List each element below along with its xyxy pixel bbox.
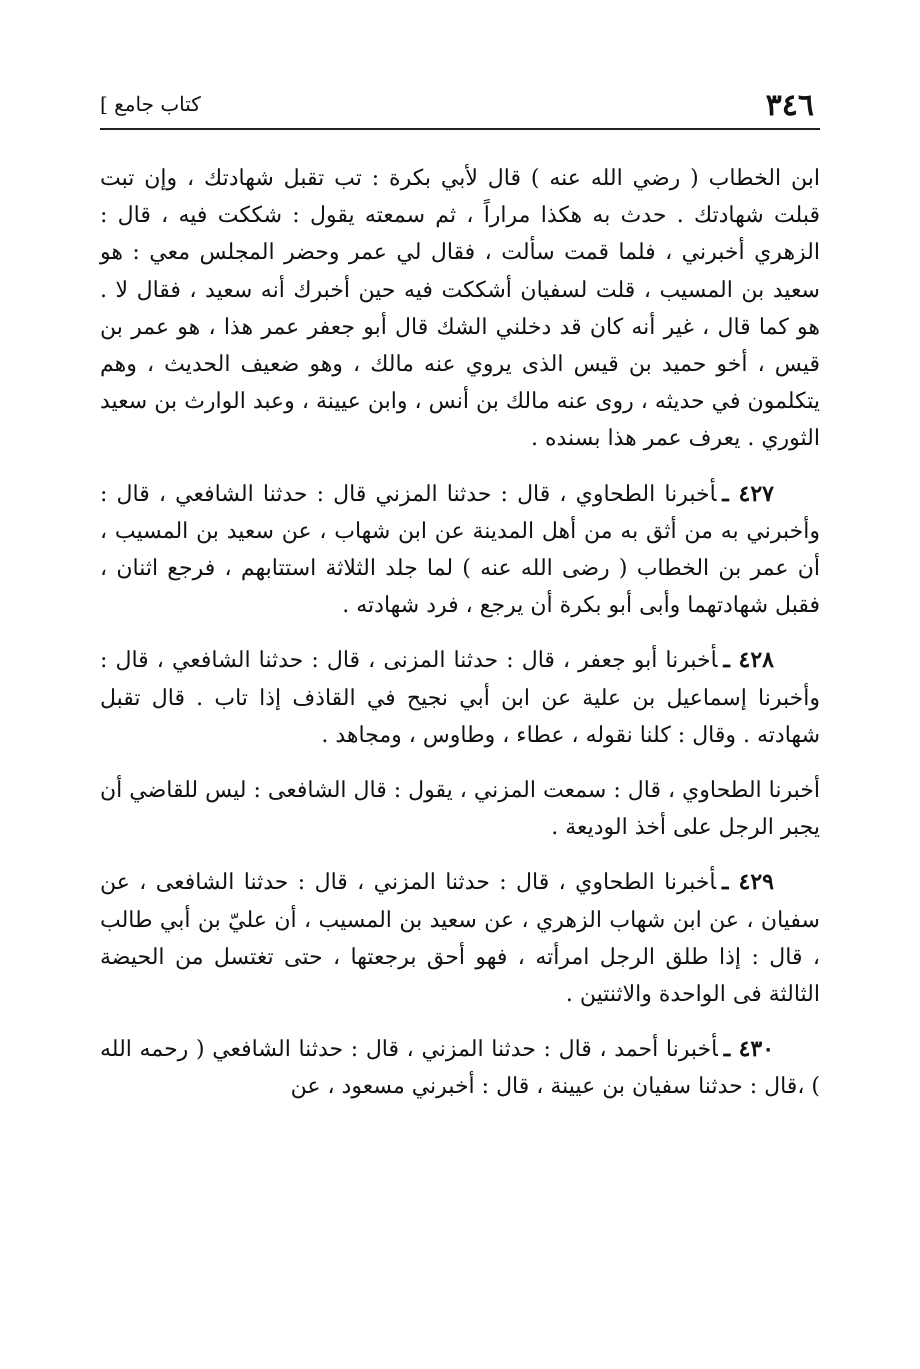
paragraph-text: ابن الخطاب ( رضي الله عنه ) قال لأبي بكرة : تب تقبل شهادتك ، وإن تبت قبلت شهادتك . حدث به هكذا مراراً ، ثم سمعته يقول : شككت فيه ، قال : الزهري أخبرني ، فلما قمت سألت ، فقال لي عمر وحضر المجلس معي : هو سعيد بن المسيب ، قلت لسفيان أشككت فيه حين أخبرك أنه سعيد ، فقال لا . هو كما قال ، غير أنه كان قد دخلني الشك قال أبو جعفر عمر هذا ، هو عمر بن قيس ، أخو حميد بن قيس الذى يروي عنه مالك ، وهو ضعيف الحديث ، وهم يتكلمون في حديثه ، روى عنه مالك بن أنس ، وابن عيينة ، وعبد الوارث بن سعيد الثوري . يعرف عمر هذا بسنده .	[100, 166, 820, 452]
hadith-427	[100, 476, 820, 625]
note-paragraph	[100, 772, 820, 846]
page-header	[100, 84, 820, 130]
hadith-number: ٤٢٨ ـ	[723, 647, 774, 674]
hadith-number: ٤٢٩ ـ	[722, 869, 774, 896]
page-number: ٣٤٦	[765, 88, 814, 123]
paragraph-text: أخبرنا أبو جعفر ، قال : حدثنا المزنى ، قال : حدثنا الشافعي ، قال : وأخبرنا إسماعيل بن علية عن ابن أبي نجيح في القاذف إذا تاب . قال تقبل شهادته . وقال : كلنا نقوله ، عطاء ، وطاوس ، ومجاهد .	[100, 648, 820, 748]
paragraph-text: أخبرنا أحمد ، قال : حدثنا المزني ، قال : حدثنا الشافعي ( رحمه الله ) ،قال : حدثنا سفيان بن عيينة ، قال : أخبرني مسعود ، عن	[100, 1037, 820, 1100]
hadith-429	[100, 864, 820, 1013]
running-title: كتاب جامع ]	[100, 92, 201, 116]
page-body	[100, 160, 820, 1106]
paragraph-continued	[100, 160, 820, 458]
hadith-number: ٤٢٧ ـ	[722, 480, 774, 507]
hadith-number: ٤٣٠ ـ	[723, 1036, 775, 1063]
paragraph-text: أخبرنا الطحاوي ، قال : سمعت المزني ، يقول : قال الشافعى : ليس للقاضي أن يجبر الرجل على أخذ الوديعة .	[100, 778, 820, 841]
hadith-428	[100, 642, 820, 754]
paragraph-text: أخبرنا الطحاوي ، قال : حدثنا المزني ، قال : حدثنا الشافعى ، عن سفيان ، عن ابن شهاب الزهري ، عن سعيد بن المسيب ، أن عليّ بن أبي طالب ، قال : إذا طلق الرجل امرأته ، فهو أحق برجعتها ، حتى تغتسل من الحيضة الثالثة فى الواحدة والاثنتين .	[100, 870, 820, 1008]
hadith-430	[100, 1031, 820, 1105]
paragraph-text: أخبرنا الطحاوي ، قال : حدثنا المزني قال : حدثنا الشافعي ، قال : وأخبرني به من أثق به من أهل المدينة عن ابن شهاب ، عن سعيد بن المسيب ، أن عمر بن الخطاب ( رضى الله عنه ) لما جلد الثلاثة استتابهم ، فرجع اثنان ، فقبل شهادتهما وأبى أبو بكرة أن يرجع ، فرد شهادته .	[100, 481, 820, 619]
